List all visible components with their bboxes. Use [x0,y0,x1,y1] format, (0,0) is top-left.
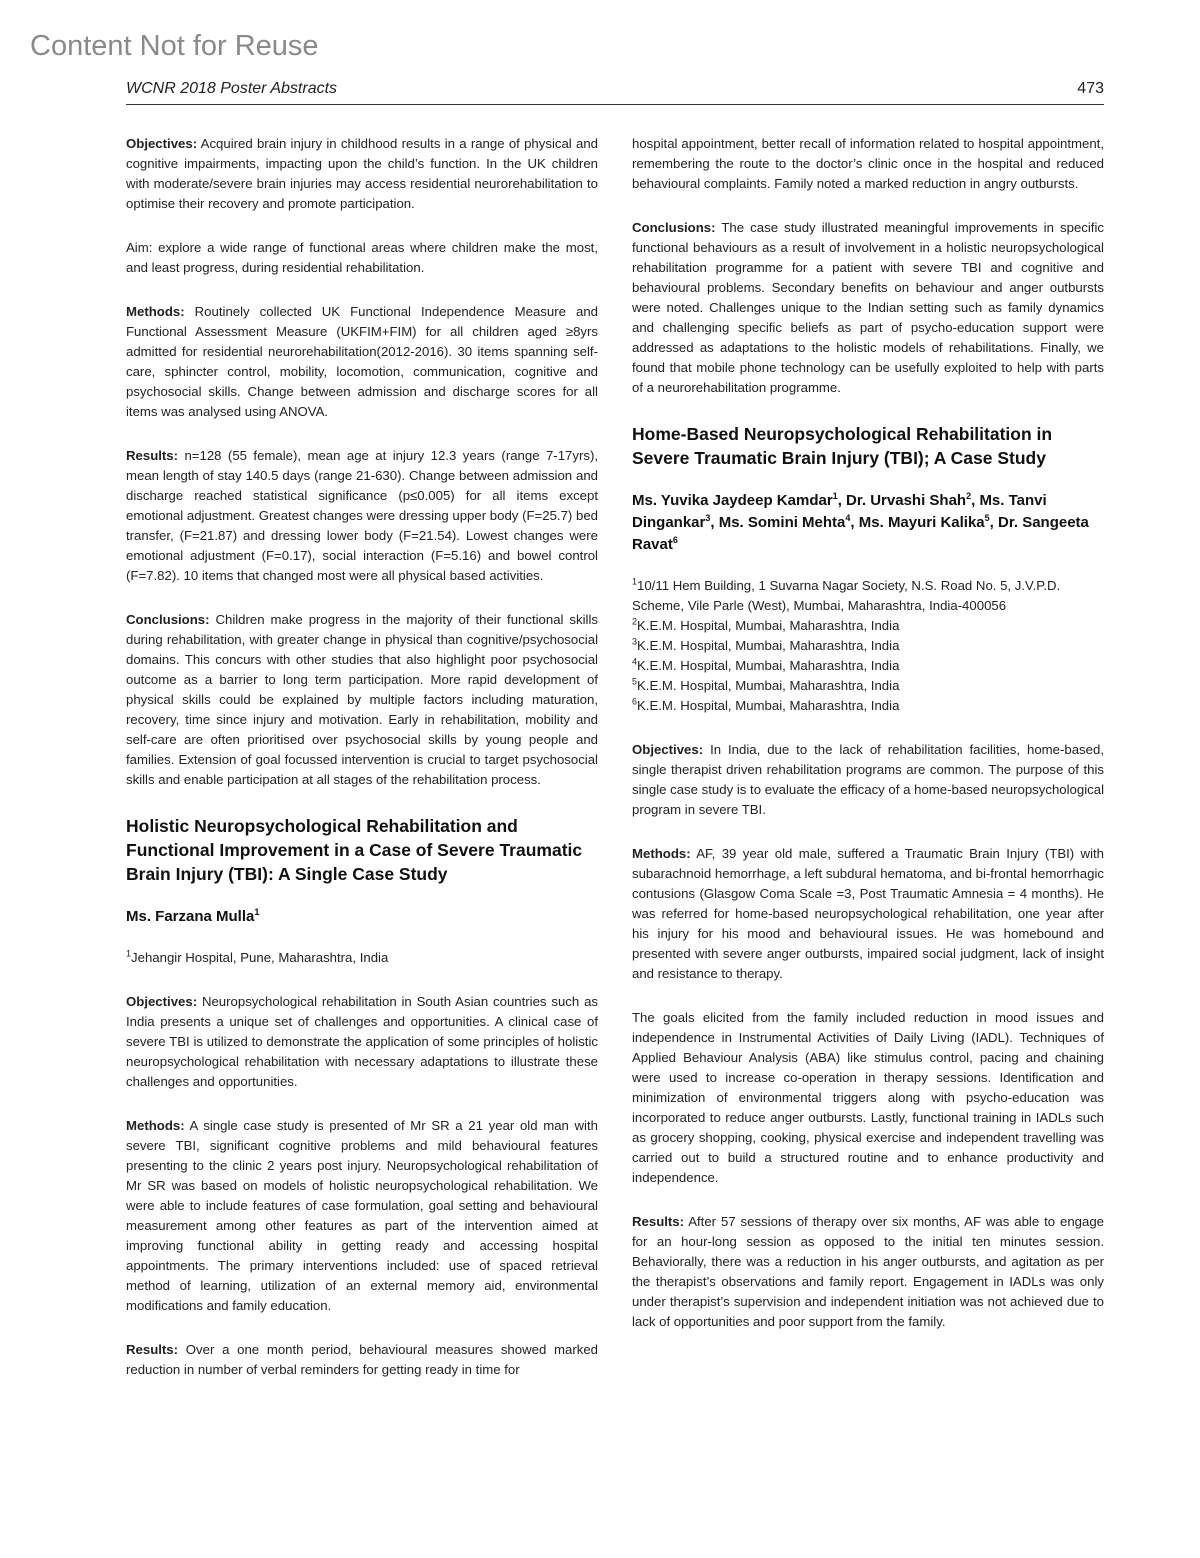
affil-text: Jehangir Hospital, Pune, Maharashtra, India [131,950,389,965]
author-name: Ms. Farzana Mulla [126,908,255,925]
abstract2-title: Holistic Neuropsychological Rehabilitation and Functional Improvement in a Case of Severe Traumatic Brain Injury (TBI): A Single Case Study [126,816,583,884]
abstract3-methods [632,844,1104,984]
abstract2-results-continued [632,134,1104,194]
methods-label: Methods: [126,1118,185,1133]
objectives-text: In India, due to the lack of rehabilitation facilities, home-based, single therapist driven rehabilitation programs are common. The purpose of this single case study is to evaluate the efficacy of a home-based neuropsychological program in severe TBI. [632,742,1104,817]
objectives-text: Neuropsychological rehabilitation in South Asian countries such as India presents a unique set of challenges and opportunities. A clinical case of severe TBI is utilized to demonstrate the application of some principles of holistic neuropsychological rehabilitation with necessary adaptations to illustrate these challenges and opportunities. [126,994,598,1089]
affiliation-item: $^4$K.E.M. Hospital, Mumbai, Maharashtra, India [632,656,900,673]
conclusions-text: The case study illustrated meaningful improvements in specific functional behaviours as a result of involvement in a holistic neuropsychological rehabilitation programme for a patient with severe TBI and cognitive and behavioural problems. Secondary benefits on behaviour and anger outbursts were noted. Challenges unique to the Indian setting such as family dynamics and challenging specific beliefs as part of psycho-education support were addressed as adaptations to the holistic models of rehabilitations. Finally, we found that mobile phone technology can be usefully exploited to help with parts of a neurorehabilitation programme. [632,220,1104,395]
objectives-label: Objectives: [126,994,198,1009]
affiliation-item: $^1$10/11 Hem Building, 1 Suvarna Nagar Society, N.S. Road No. 5, J.V.P.D. Scheme, Vile Parle (West), Mumbai, Maharashtra, India-400056 [632,576,1061,613]
objectives-label: Objectives: [632,742,704,757]
results-label: Results: [632,1214,685,1229]
author-sup: 1 [254,907,260,917]
author-item: Ms. Tanvi Dingankar$^3$, [632,492,1047,531]
objectives-label: Objectives: [126,136,198,151]
left-column [126,134,598,1404]
abstract3-results [632,1212,1104,1332]
watermark: Content Not for Reuse [30,30,319,62]
aim-text: Aim: explore a wide range of functional areas where children make the most, and least progress, during residential rehabilitation. [126,240,598,275]
results-text: hospital appointment, better recall of information related to hospital appointment, remembering the route to the doctor’s clinic once in the hospital and reduced behavioural complaints. Family noted a marked reduction in angry outbursts. [632,136,1104,191]
affiliation-item: $^3$K.E.M. Hospital, Mumbai, Maharashtra, India [632,636,900,653]
affiliation-item: $^6$K.E.M. Hospital, Mumbai, Maharashtra, India [632,696,900,713]
abstract2-objectives [126,992,598,1092]
abstract2-author [126,906,598,928]
author-item: Ms. Somini Mehta$^4$, [718,513,859,531]
affiliation-item: $^2$K.E.M. Hospital, Mumbai, Maharashtra, India [632,616,900,633]
abstract1-methods [126,302,598,422]
results-text: Over a one month period, behavioural measures showed marked reduction in number of verbal reminders for getting ready in time for [126,1342,598,1377]
results-text: n=128 (55 female), mean age at injury 12.3 years (range 7-17yrs), mean length of stay 140.5 days (range 21-630). Change between admission and discharge reached statistical significance (p≤0.005) for all items except emotional adjustment. Greatest changes were dressing upper body (F=25.7) bed transfer, (F=21.87) and dressing lower body (F=21.54). Lowest changes were emotional adjustment (F=0.17), social interaction (F=5.16) and bowel control (F=7.82). 10 items that changed most were all physical based activities. [126,448,598,583]
conclusions-label: Conclusions: [632,220,716,235]
abstract1-results [126,446,598,586]
abstract3-authors [632,490,1104,556]
author-item: Dr. Sangeeta Ravat$^6$ [632,514,1089,553]
author-item: Dr. Urvashi Shah$^2$, [846,491,980,509]
methods-text: AF, 39 year old male, suffered a Traumatic Brain Injury (TBI) with subarachnoid hemorrhage, a left subdural hematoma, and bi-frontal hemorrhagic contusions (Glasgow Coma Scale =3, Post Traumatic Amnesia = 4 months). He was referred for home-based neuropsychological rehabilitation, one year after his injury for his mood and behavioural issues. He was homebound and presented with severe anger outbursts, impaired social judgment, lack of insight and resistance to therapy. [632,846,1105,981]
right-column [632,134,1104,1356]
abstract2-conclusions [632,218,1104,398]
abstract3-affiliations [632,576,1104,716]
methods-text: Routinely collected UK Functional Independence Measure and Functional Assessment Measure (UKFIM+FIM) for all children aged ≥8yrs admitted for residential neurorehabilitation(2012-2016). 30 items spanning self-care, sphincter control, mobility, locomotion, communication, cognitive and psychosocial skills. Change between admission and discharge scores for all items was analysed using ANOVA. [126,304,598,419]
abstract1-conclusions [126,610,598,790]
running-header [126,80,1104,105]
goals-text: The goals elicited from the family included reduction in mood issues and independence in Instrumental Activities of Daily Living (IADL). Techniques of Applied Behaviour Analysis (ABA) like stimulus control, pacing and chaining were used to increase co-operation in therapy sessions. Identification and minimization of environmental triggers along with psycho-education was incorporated to reduce anger outbursts. Lastly, functional training in IADLs such as grocery shopping, cooking, physical exercise and independent travelling was carried out to build a structured routine and to enhance productivity and independence. [632,1010,1104,1185]
methods-label: Methods: [126,304,185,319]
results-text: After 57 sessions of therapy over six months, AF was able to engage for an hour-long session as opposed to the initial ten minutes session. Behaviorally, there was a reduction in his anger outbursts, and agitation as per the therapist’s observations and family report. Engagement in IADLs was only under therapist’s supervision and independent initiation was not achieved due to lack of opportunities and poor support from the family. [632,1214,1104,1329]
affiliation-item: $^5$K.E.M. Hospital, Mumbai, Maharashtra, India [632,676,900,693]
objectives-text: Acquired brain injury in childhood results in a range of physical and cognitive impairments, impacting upon the child’s function. In the UK children with moderate/severe brain injuries may access residential neurorehabilitation to optimise their recovery and promote participation. [126,136,598,211]
author-item: Ms. Yuvika Jaydeep Kamdar$^1$, [632,491,847,509]
abstract2-methods [126,1116,598,1316]
page-number: 473 [1077,80,1104,97]
abstract1-aim [126,238,598,278]
abstract3-title: Home-Based Neuropsychological Rehabilitation in Severe Traumatic Brain Injury (TBI); A Case Study [632,424,1053,468]
results-label: Results: [126,448,179,463]
affil-sup: 1 [126,948,132,959]
results-label: Results: [126,1342,179,1357]
abstract3-goals [632,1008,1104,1188]
abstract2-affiliation [126,948,598,968]
journal-title: WCNR 2018 Poster Abstracts [126,80,338,97]
methods-text: A single case study is presented of Mr SR a 21 year old man with severe TBI, significant cognitive problems and mild behavioural features presenting to the clinic 2 years post injury. Neuropsychological rehabilitation of Mr SR was based on models of holistic neuropsychological rehabilitation. We were able to include features of case formulation, goal setting and behavioural measurement among other features as part of the intervention aimed at improving functional ability in getting ready and accessing hospital appointments. The primary interventions included: use of spaced retrieval method of learning, utilization of an external memory aid, environmental modifications and family education. [126,1118,598,1313]
abstract2-results [126,1340,598,1380]
conclusions-label: Conclusions: [126,612,210,627]
conclusions-text: Children make progress in the majority of their functional skills during rehabilitation, with greater change in physical than cognitive/psychosocial domains. This concurs with other studies that also highlight poor psychosocial outcome as a barrier to long term participation. More rapid development of physical skills could be explained by multiple factors including maturation, recovery, time since injury and motivation. Early in rehabilitation, mobility and self-care are often prioritised over psychosocial skills by young people and families. Extension of goal focussed intervention is crucial to target psychosocial skills and enable participation at all stages of the rehabilitation process. [126,612,598,787]
methods-label: Methods: [632,846,691,861]
author-item: Ms. Mayuri Kalika$^5$, [858,513,999,531]
abstract3-objectives [632,740,1104,820]
abstract1-objectives [126,134,598,214]
